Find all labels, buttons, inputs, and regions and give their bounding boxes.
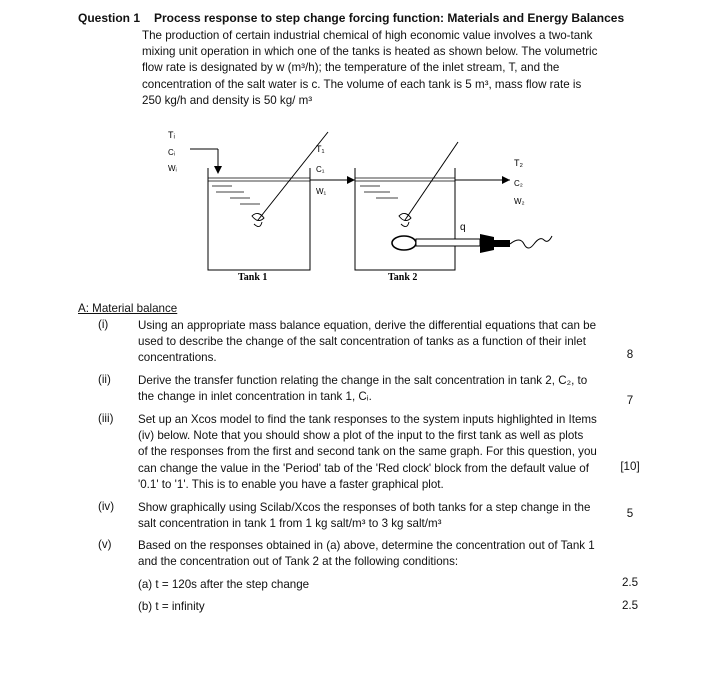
- section-heading: A: Material balance: [78, 302, 178, 315]
- subitem-a-mark: 2.5: [621, 576, 639, 589]
- intro-line: 250 kg/h and density is 50 kg/ m³: [142, 93, 313, 107]
- two-tank-diagram: [150, 120, 580, 290]
- item-line: the change in inlet concentration in tank 1, Cᵢ.: [138, 390, 372, 404]
- tank-1-concentration-label: C₁: [316, 165, 325, 174]
- intro-line: mixing unit operation in which one of the tanks is heated as shown below. The volumetric: [142, 45, 598, 59]
- tank-1-temperature-label: T₁: [316, 144, 325, 154]
- heat-input-label: q: [460, 222, 466, 233]
- intro-line: concentration of the salt water is c. The volume of each tank is 5 m³, mass flow rate is: [142, 77, 582, 91]
- item-line: can change the value in the 'Period' tab of the 'Red clock' block from the default value of: [138, 461, 589, 475]
- item-mark: 8: [626, 348, 634, 361]
- item-mark: [10]: [620, 460, 640, 473]
- item-line: (iv) below. Note that you should show a plot of the input to the first tank as well as plots: [138, 429, 584, 443]
- item-line: used to describe the change of the salt concentration of tanks as a function of their inlet: [138, 335, 586, 349]
- item-line: and the concentration out of Tank 2 at the following conditions:: [138, 555, 459, 569]
- tank-1-liquid-level: [208, 178, 310, 204]
- subitem-b: (b) t = infinity: [138, 600, 205, 613]
- item-line: Using an appropriate mass balance equation, derive the differential equations that can be: [138, 319, 597, 332]
- inlet-temperature-label: Tᵢ: [168, 130, 175, 140]
- item-line: concentrations.: [138, 351, 217, 365]
- tank-2-outlet-arrow-icon: [502, 176, 510, 184]
- heating-coil-icon: [392, 236, 416, 250]
- tank-1-flow-label: W₁: [316, 187, 327, 196]
- intro-line: The production of certain industrial chemical of high economic value involves a two-tank: [142, 29, 593, 42]
- inlet-arrow-icon: [214, 166, 222, 174]
- item-mark: 5: [626, 507, 634, 520]
- tank-2-body: [355, 168, 455, 270]
- question-intro: [142, 28, 622, 109]
- question-number: Question 1: [78, 11, 141, 25]
- item-line: '0.1' to '1'. This is to enable you have a faster graphical plot.: [138, 477, 444, 491]
- heater-cable-icon: [510, 236, 552, 248]
- subitem-a: (a) t = 120s after the step change: [138, 578, 310, 591]
- item-number: (iii): [98, 412, 114, 425]
- inlet-flow-label: Wᵢ: [168, 164, 177, 173]
- subitem-b-mark: 2.5: [621, 599, 639, 612]
- item-line: of the responses from the first and second tank on the same graph. For this question, you: [138, 445, 597, 459]
- item-number: (v): [98, 538, 112, 551]
- item-line: Show graphically using Scilab/Xcos the responses of both tanks for a step change in the: [138, 501, 591, 514]
- tank-2-flow-label: W₂: [514, 197, 525, 206]
- inlet-concentration-label: Cᵢ: [168, 148, 176, 157]
- tank-1-outlet-arrow-icon: [347, 176, 355, 184]
- intro-line: flow rate is designated by w (m³/h); the temperature of the inlet stream, T, and the: [142, 61, 560, 75]
- tank-2-concentration-label: C₂: [514, 179, 523, 188]
- tank-2-name: Tank 2: [388, 272, 418, 283]
- item-mark: 7: [626, 394, 634, 407]
- item-text: [138, 538, 622, 570]
- tank-2-temperature-label: T₂: [514, 158, 523, 168]
- tank-1-name: Tank 1: [238, 272, 268, 283]
- item-number: (ii): [98, 373, 111, 386]
- item-number: (i): [98, 318, 109, 331]
- item-number: (iv): [98, 500, 115, 513]
- heater-element: [416, 239, 480, 246]
- item-text: [138, 500, 622, 532]
- item-text: [138, 318, 622, 367]
- item-line: salt concentration in tank 1 from 1 kg salt/m³ to 3 kg salt/m³: [138, 517, 442, 531]
- question-title: Process response to step change forcing function: Materials and Energy Balances: [154, 11, 625, 25]
- heater-connector-icon: [494, 240, 510, 247]
- item-text: [138, 412, 622, 493]
- item-line: Set up an Xcos model to find the tank responses to the system inputs highlighted in Items: [138, 413, 597, 426]
- heater-plug-icon: [480, 234, 494, 253]
- item-line: Based on the responses obtained in (a) above, determine the concentration out of Tank 1: [138, 539, 595, 552]
- item-text: [138, 373, 622, 405]
- item-line: Derive the transfer function relating the change in the salt concentration in tank 2, C₂, to: [138, 374, 588, 387]
- tank-2-liquid-level: [355, 178, 455, 198]
